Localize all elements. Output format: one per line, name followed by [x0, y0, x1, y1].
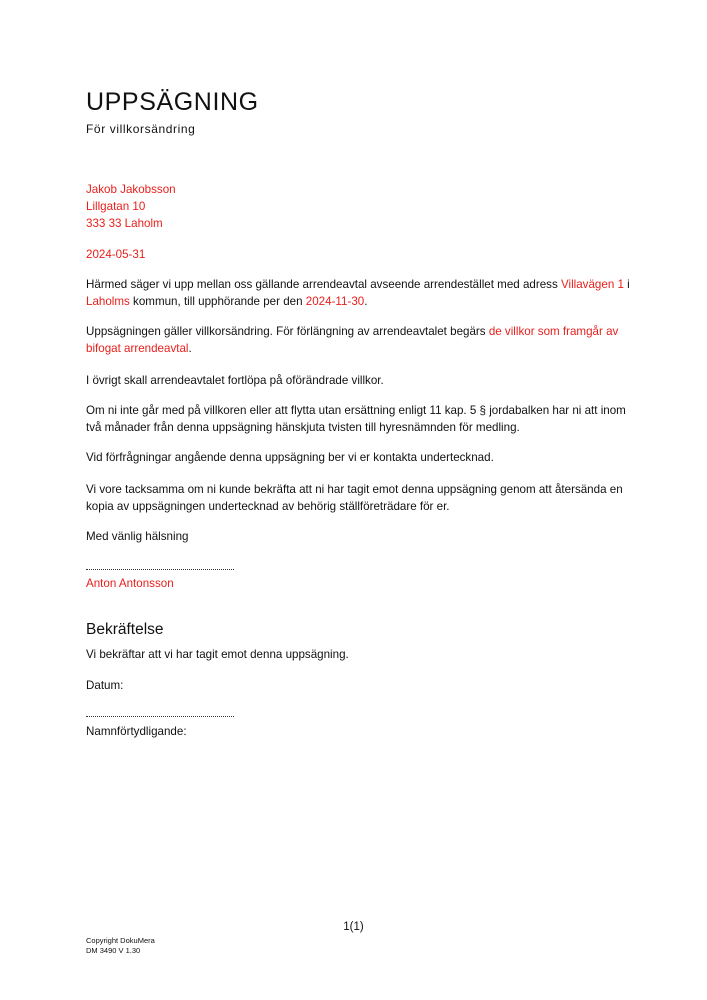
notice-text-3: kommun, till upphörande per den — [129, 295, 306, 308]
notice-text-1: Härmed säger vi upp mellan oss gällande arrendeavtal avseende arrendestället med adress — [86, 278, 561, 291]
document-subtitle: För villkorsändring — [86, 122, 196, 136]
recipient-block — [86, 181, 176, 232]
paragraph-confirm-request: Vi vore tacksamma om ni kunde bekräfta att ni har tagit emot denna uppsägning genom att återsända en kopia av uppsägningen undertecknad av behörig ställföreträdare för er. — [86, 483, 623, 513]
paragraph-terms — [86, 323, 636, 357]
paragraph-contact: Vid förfrågningar angående denna uppsägning ber vi er kontakta undertecknad. — [86, 451, 494, 464]
paragraph-unchanged: I övrigt skall arrendeavtalet fortlöpa på oförändrade villkor. — [86, 374, 384, 387]
terms-reference: de villkor som framgår av bifogat arrendeavtal — [86, 325, 619, 355]
termination-date: 2024-11-30 — [305, 295, 365, 308]
page-number: 1(1) — [343, 921, 364, 933]
terms-text-1: Uppsägningen gäller villkorsändring. För förlängning av arrendeavtalet begärs — [86, 325, 489, 338]
footer-copyright: Copyright DokuMera — [86, 936, 155, 945]
signature-line — [86, 569, 234, 570]
paragraph-notice — [86, 276, 636, 310]
notice-text-2: i — [623, 278, 630, 291]
paragraph-dispute: Om ni inte går med på villkoren eller att flytta utan ersättning enligt 11 kap. 5 § jordabalken har ni att inom två månader från denna uppsägning hänskjuta tvisten till hyresnämnden för medling. — [86, 404, 626, 434]
property-address: Villavägen 1 — [560, 278, 624, 291]
letter-date: 2024-05-31 — [86, 248, 146, 261]
confirmation-heading: Bekräftelse — [86, 621, 164, 638]
name-clarification-label: Namnförtydligande: — [86, 725, 187, 738]
municipality: Laholms — [86, 295, 130, 308]
recipient-street: Lillgatan 10 — [86, 200, 146, 213]
footer — [86, 936, 155, 956]
footer-doc-id: DM 3490 V 1.30 — [86, 946, 141, 955]
date-label: Datum: — [86, 679, 124, 692]
confirmation-text: Vi bekräftar att vi har tagit emot denna uppsägning. — [86, 648, 349, 661]
recipient-postal: 333 33 Laholm — [86, 217, 163, 230]
document-title: UPPSÄGNING — [86, 88, 259, 116]
signer-name: Anton Antonsson — [86, 577, 174, 590]
terms-text-2: . — [188, 342, 192, 355]
recipient-name: Jakob Jakobsson — [86, 183, 176, 196]
closing-greeting: Med vänlig hälsning — [86, 530, 189, 543]
notice-text-4: . — [364, 295, 368, 308]
confirmation-signature-line — [86, 716, 234, 717]
